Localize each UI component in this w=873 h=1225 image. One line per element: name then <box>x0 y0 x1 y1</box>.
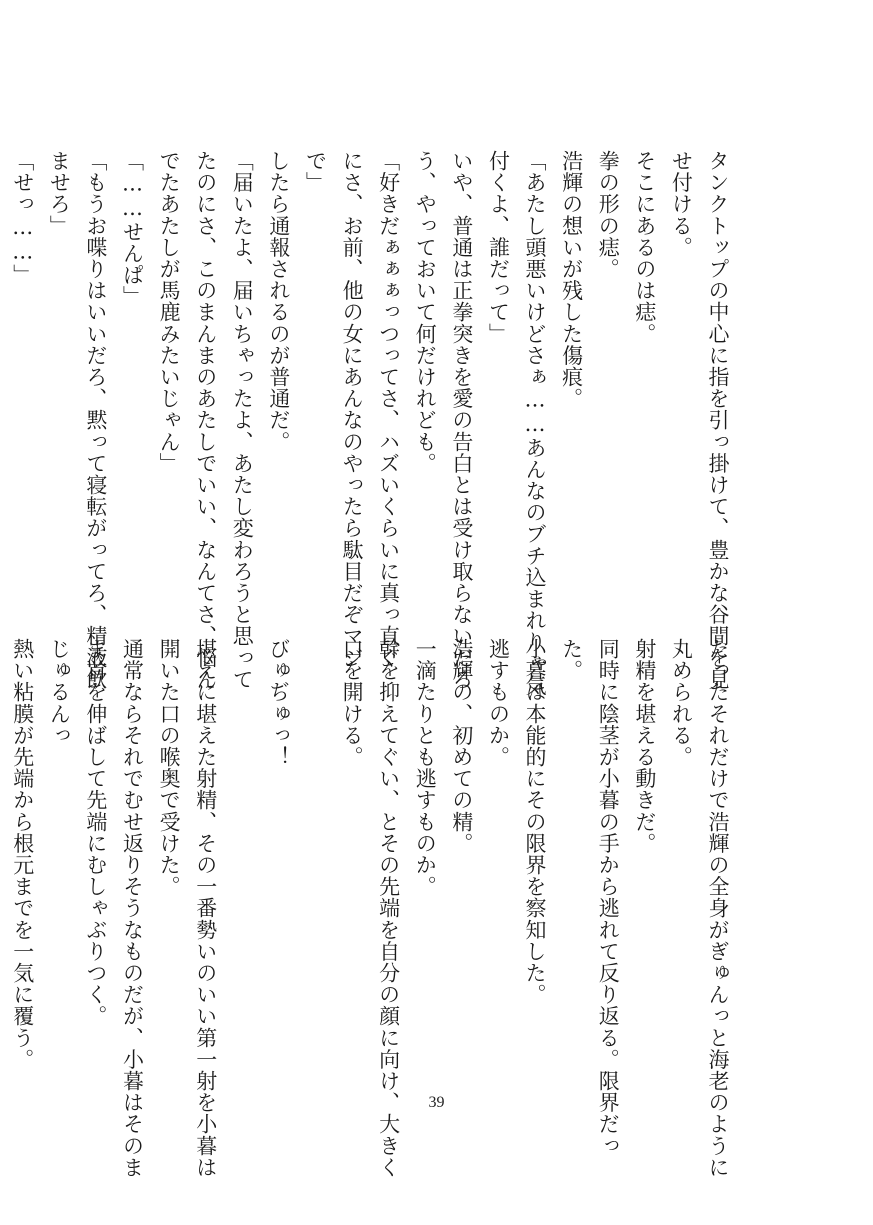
text-line: ま首を伸ばして先端にむしゃぶりつく。 <box>83 638 108 1027</box>
text-line: したら通報されるのが普通だ。 <box>266 150 291 453</box>
text-line: 口を開ける。 <box>340 638 365 768</box>
text-line: ませろ」 <box>47 150 72 237</box>
text-line: 射精を堪える動きだ。 <box>632 638 657 854</box>
text-line: びゅぢゅっ！ <box>266 638 291 768</box>
text-line: 「届いたよ、届いちゃったよ、あたし変わろうと思って <box>230 150 255 690</box>
text-line: せ付ける。 <box>669 150 694 258</box>
text-line: 「好きだぁぁぁっつってさ、ハズいくらいに真っ直ぐ <box>376 150 401 669</box>
text-line: 熱い粘膜が先端から根元までを一気に覆う。 <box>10 638 35 1070</box>
text-line <box>297 638 334 1088</box>
text-line: 拳の形の痣。 <box>596 150 621 280</box>
text-line: 一滴たりとも逃すものか。 <box>413 638 438 898</box>
text-line: 通常ならそれでむせ返りそうなものだが、小暮はそのま <box>120 638 145 1178</box>
text-line: た。 <box>559 638 584 682</box>
page-number: 39 <box>428 1094 445 1111</box>
text-line: いや、普通は正拳突きを愛の告白とは受け取らないだろ <box>449 150 474 690</box>
text-line: で」 <box>303 150 328 194</box>
text-line: 同時に陰茎が小暮の手から逃れて反り返る。限界だっ <box>596 638 621 1157</box>
text-line: う、やっておいて何だけれども。 <box>413 150 438 474</box>
text-line: 「……せんぱ」 <box>120 150 145 308</box>
text-line: 「もうお喋りはいいだろ、黙って寝転がってろ、精液飲 <box>83 150 108 690</box>
text-line: 開いた口の喉奥で受けた。 <box>157 638 182 898</box>
text-line: 幹を抑えてぐい、とその先端を自分の顔に向け、大きく <box>376 638 401 1178</box>
text-line: 浩輝の想いが残した傷痕。 <box>559 150 584 410</box>
text-line: たったそれだけで浩輝の全身がぎゅんっと海老のように <box>706 638 730 1178</box>
text-line: 堪えに堪えた射精、その一番勢いのいい第一射を小暮は <box>193 638 218 1178</box>
text-line: 「せっ……」 <box>10 150 35 286</box>
text-line: 丸められる。 <box>669 638 694 768</box>
text-line: たのにさ、このまんまのあたしでいい、なんてさ、悩ん <box>193 150 218 690</box>
text-line: じゅるんっ <box>47 638 72 746</box>
text-line: 小暮は本能的にその限界を察知した。 <box>523 638 548 1006</box>
text-line: 浩輝の、初めての精。 <box>449 638 474 854</box>
text-line: でたあたしが馬鹿みたいじゃん」 <box>157 150 182 474</box>
text-line: そこにあるのは痣。 <box>632 150 657 345</box>
text-line: タンクトップの中心に指を引っ掛けて、豊かな谷間を見 <box>706 150 730 690</box>
text-line: 逃すものか。 <box>486 638 511 768</box>
text-line <box>0 150 4 595</box>
text-line <box>224 638 261 1088</box>
text-line: 「あたし頭悪いけどさぁ……あんなのブチ込まれりゃ気 <box>523 150 548 696</box>
text-line: 付くよ、誰だって」 <box>486 150 511 345</box>
text-line: にさ、お前、他の女にあんなのやったら駄目だぞマジ <box>340 150 365 669</box>
